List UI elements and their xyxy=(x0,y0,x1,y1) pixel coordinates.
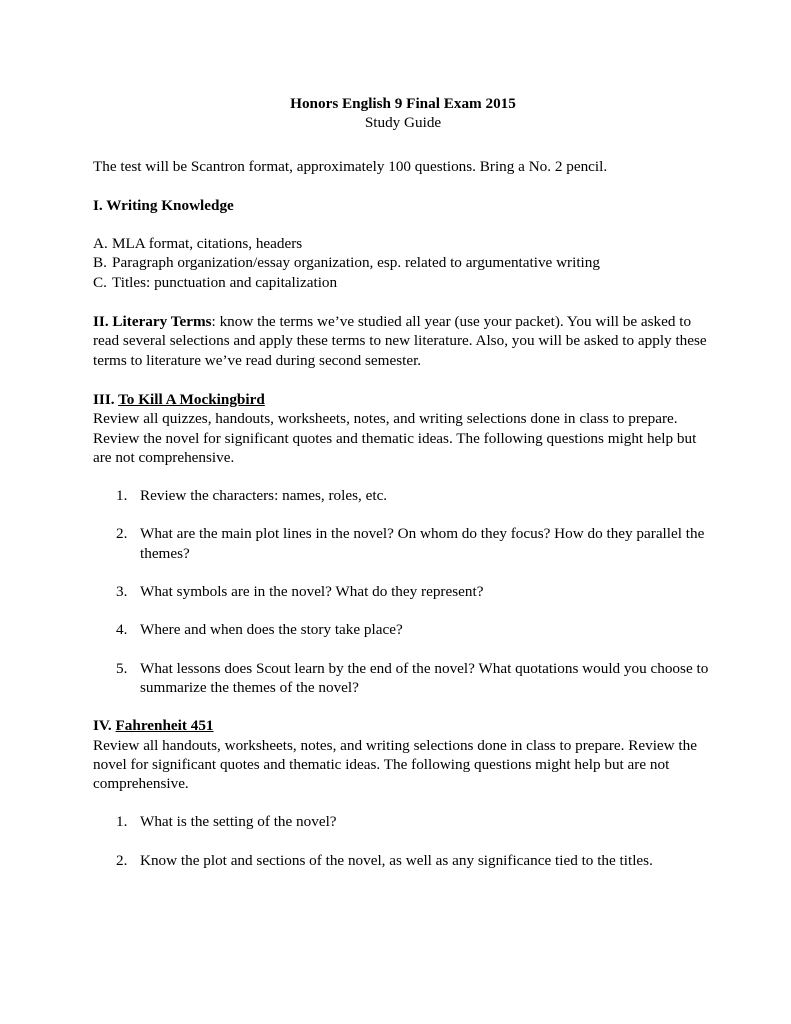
list-marker: 2. xyxy=(116,525,128,543)
list-item xyxy=(116,812,713,831)
study-guide-page xyxy=(93,93,713,870)
list-item xyxy=(116,620,713,639)
list-item-text: What are the main plot lines in the novel? On whom do they focus? How do they parallel the themes? xyxy=(140,525,705,562)
novel-title: Fahrenheit 451 xyxy=(115,717,214,735)
list-item xyxy=(93,253,713,272)
list-marker: 2. xyxy=(116,851,128,869)
list-marker: 1. xyxy=(116,813,128,831)
list-item xyxy=(116,486,713,505)
list-marker: A. xyxy=(93,235,108,253)
list-item xyxy=(93,234,713,253)
list-marker: 5. xyxy=(116,659,128,677)
fahrenheit-intro: Review all handouts, worksheets, notes, and writing selections done in class to prepare. Review the novel for significant quotes and thematic ideas. The following questions might help but are not comprehensive. xyxy=(93,736,697,793)
list-marker: 4. xyxy=(116,621,128,639)
intro-paragraph: The test will be Scantron format, approximately 100 questions. Bring a No. 2 pencil. xyxy=(93,157,608,175)
list-item xyxy=(116,659,713,698)
list-marker: B. xyxy=(93,254,107,272)
list-item-text: What lessons does Scout learn by the end of the novel? What quotations would you choose to summarize the themes of the novel? xyxy=(140,659,709,696)
list-item xyxy=(116,524,713,563)
list-marker: 3. xyxy=(116,583,128,601)
section-literary-terms-heading: II. Literary Terms xyxy=(93,313,212,331)
section-numeral: IV. xyxy=(93,717,112,735)
list-marker: C. xyxy=(93,273,107,291)
list-item xyxy=(93,273,713,292)
section-mockingbird-heading xyxy=(93,390,713,409)
list-item-text: MLA format, citations, headers xyxy=(112,235,303,253)
novel-title: To Kill A Mockingbird xyxy=(118,390,265,408)
list-item-text: Paragraph organization/essay organization, esp. related to argumentative writing xyxy=(112,254,600,272)
list-item xyxy=(116,851,713,870)
mockingbird-intro: Review all quizzes, handouts, worksheets, notes, and writing selections done in class to prepare. Review the novel for significant quotes and thematic ideas. The following questions might help but are not comprehensive. xyxy=(93,410,697,466)
list-item xyxy=(116,582,713,601)
fahrenheit-questions xyxy=(93,812,713,870)
section-fahrenheit-heading xyxy=(93,716,713,735)
list-marker: 1. xyxy=(116,487,128,505)
section-numeral: III. xyxy=(93,390,115,408)
title-block xyxy=(93,94,713,133)
literary-terms-paragraph xyxy=(93,312,713,370)
writing-knowledge-list xyxy=(93,234,713,292)
section-writing-knowledge-heading: I. Writing Knowledge xyxy=(93,196,234,214)
list-item-text: Where and when does the story take place? xyxy=(140,621,403,639)
list-item-text: What symbols are in the novel? What do they represent? xyxy=(140,583,484,601)
mockingbird-questions xyxy=(93,486,713,697)
list-item-text: What is the setting of the novel? xyxy=(140,813,337,831)
document-title: Honors English 9 Final Exam 2015 xyxy=(290,95,516,112)
list-item-text: Know the plot and sections of the novel, as well as any significance tied to the titles. xyxy=(140,851,653,869)
list-item-text: Titles: punctuation and capitalization xyxy=(112,273,338,291)
list-item-text: Review the characters: names, roles, etc. xyxy=(140,487,388,505)
document-subtitle: Study Guide xyxy=(364,114,442,132)
literary-terms-body: : know the terms we’ve studied all year (use your packet). You will be asked to read several selections and apply these terms to new literature. Also, you will be asked to apply these terms to literature we’ve read during second semester. xyxy=(93,313,707,369)
